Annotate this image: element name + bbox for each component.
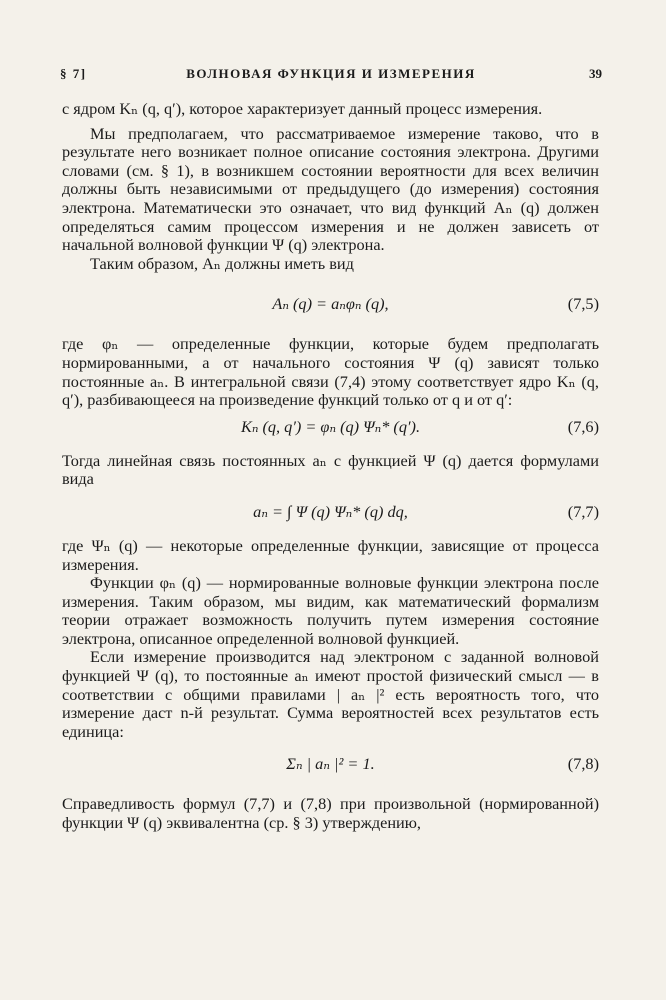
paragraph-continuation: с ядром Kₙ (q, q′), которое характеризует данный процесс измерения. [62,99,543,118]
page-number: 39 [589,66,602,81]
paragraph-psi-functions: где Ψₙ (q) — некоторые определенные функции, зависящие от процесса измерения. [62,535,599,574]
equation-formula: Kₙ (q, q′) = φₙ (q) Ψₙ* (q′). [240,416,421,436]
equation-formula: aₙ = ∫ Ψ (q) Ψₙ* (q) dq, [253,501,408,521]
equation-formula: Aₙ (q) = aₙφₙ (q), [272,294,389,314]
paragraph-definitions: где φₙ — определенные функции, которые будем предполагать нормированными, а от начального состояния Ψ (q) зависят только постоянные aₙ. В интегральной связи (7,4) этому соответствует ядро Kₙ (q, q′), разбивающееся на произведение функций только от q и от q′: [62,334,599,410]
equation-formula: Σₙ | aₙ |² = 1. [286,754,375,774]
section-marker: § 7] [60,66,87,81]
equation-number: (7,7) [567,501,599,521]
equation-7-5 [62,293,599,315]
running-title: ВОЛНОВАЯ ФУНКЦИЯ И ИЗМЕРЕНИЯ [186,66,476,81]
equation-number: (7,5) [567,294,599,314]
equation-7-8 [62,753,599,775]
paragraph-form-intro: Таким образом, Aₙ должны иметь вид [90,253,354,273]
paragraph-validity: Справедливость формул (7,7) и (7,8) при произвольной (нормированной) функции Ψ (q) эквивалентна (ср. § 3) утверждению, [62,794,599,833]
paragraph-linear-relation: Тогда линейная связь постоянных aₙ с функцией Ψ (q) дается формулами вида [62,450,599,489]
equation-number: (7,8) [567,754,599,774]
equation-7-7 [62,501,599,523]
paragraph-normalized-functions: Функции φₙ (q) — нормированные волновые функции электрона после измерения. Таким образом, мы видим, как математический формализм теории отражает возможность получить путем измерения состояние электрона, описанное определенной волновой функцией. [62,573,599,648]
equation-number: (7,6) [567,416,599,436]
equation-7-6 [62,416,599,438]
page-body [62,100,599,833]
paragraph-measurement-assumption: Мы предполагаем, что рассматриваемое измерение таково, что в результате него возникает полное описание состояния электрона. Другими словами (см. § 1), в возникшем состоянии вероятности для всех величин должны быть независимыми от предыдущего (до измерения) состояния электрона. Математически это означает, что вид функций Aₙ (q) должен определяться самим процессом измерения и не должен зависеть от начальной волновой функции Ψ (q) электрона. [62,123,599,255]
running-header [60,66,602,86]
paragraph-physical-meaning: Если измерение производится над электроном с заданной волновой функцией Ψ (q), то постоянные aₙ имеют простой физический смысл — в соответствии с общими правилами | aₙ |² есть вероятность того, что измерение даст n-й результат. Сумма вероятностей всех результатов есть единица: [62,647,599,741]
